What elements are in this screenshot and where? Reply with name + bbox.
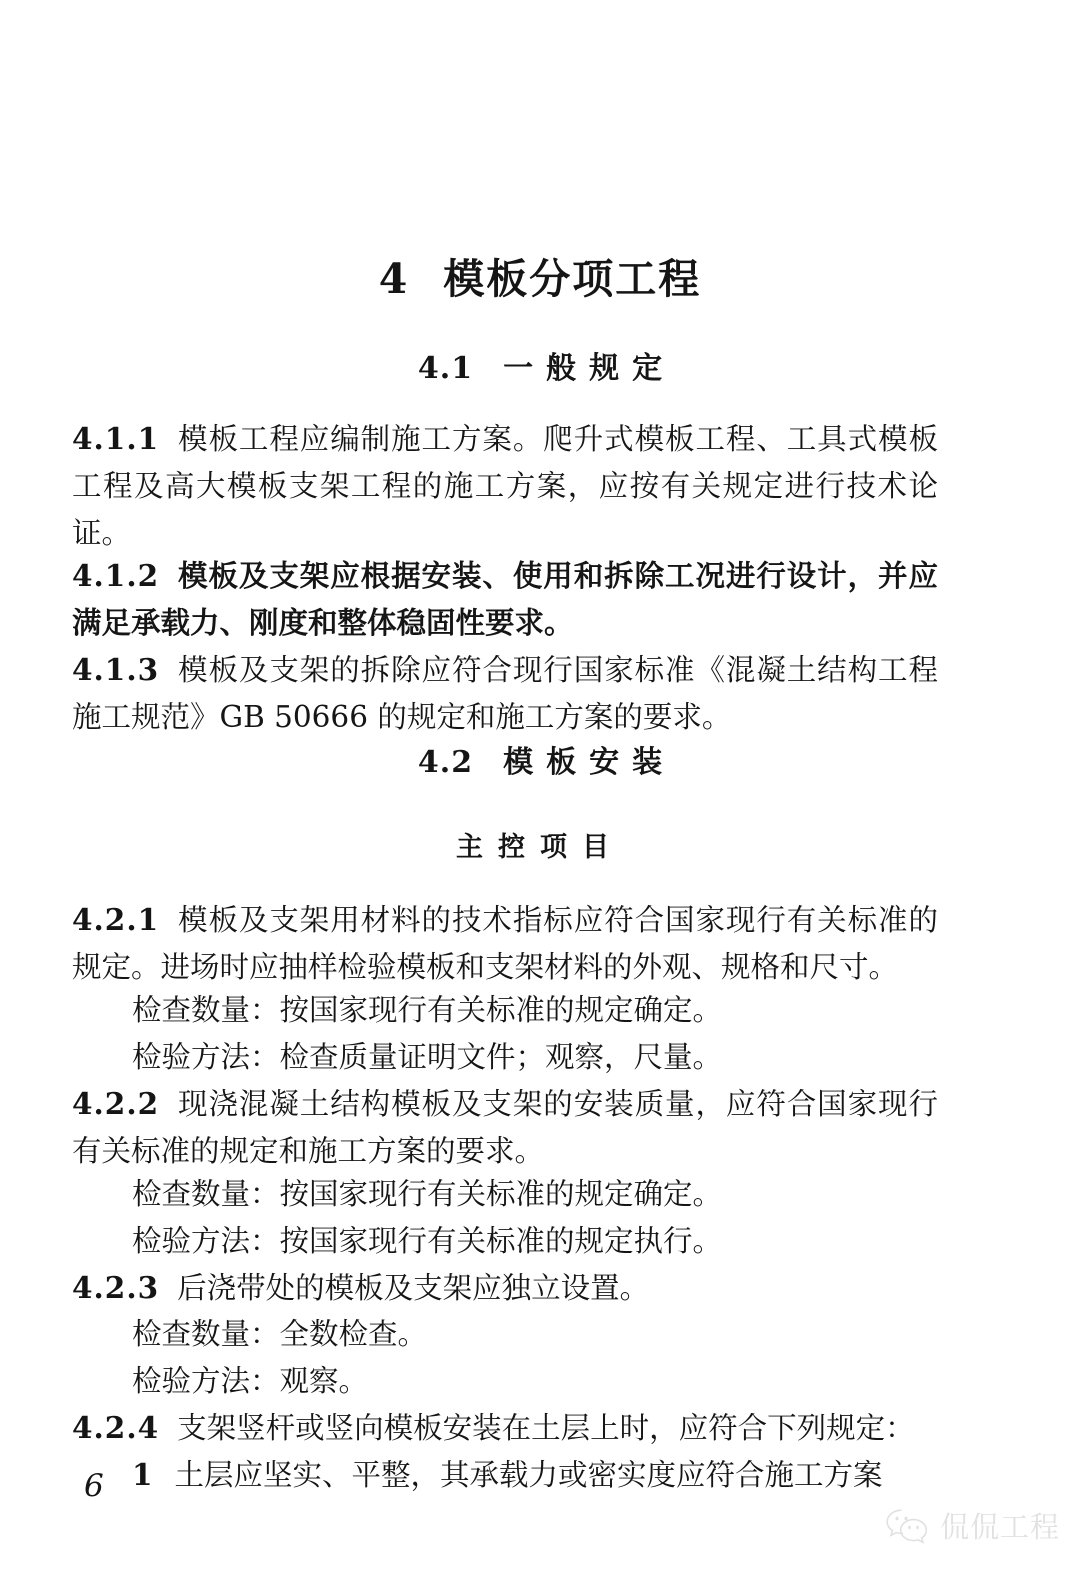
- clause-text: 模板工程应编制施工方案。爬升式模板工程、工具式模板工程及高大模板支架工程的施工方案，应按有关规定进行技术论证。: [72, 421, 938, 550]
- inspection-method-4-2-3: 检验方法：观察。: [132, 1363, 369, 1398]
- clause-4-2-2: [72, 1080, 938, 1175]
- inspection-method-4-2-2: 检验方法：按国家现行有关标准的规定执行。: [132, 1223, 723, 1258]
- clause-4-2-4: [72, 1404, 938, 1452]
- clause-4-2-3: [72, 1264, 938, 1312]
- clause-number: 4.2.4: [72, 1409, 160, 1445]
- chapter-title: [0, 255, 1080, 304]
- wechat-icon: [884, 1507, 930, 1545]
- inspection-quantity-4-2-3: 检查数量：全数检查。: [132, 1316, 428, 1351]
- clause-number: 4.2.1: [72, 901, 160, 937]
- page-number: 6: [84, 1468, 104, 1504]
- clause-text: 支架竖杆或竖向模板安装在土层上时，应符合下列规定：: [177, 1410, 915, 1445]
- section-title-text: 一般规定: [503, 350, 676, 386]
- clause-4-2-4-item-1: [72, 1451, 938, 1499]
- inspection-quantity-4-2-1: 检查数量：按国家现行有关标准的规定确定。: [132, 992, 723, 1027]
- inspection-quantity-4-2-2: 检查数量：按国家现行有关标准的规定确定。: [132, 1176, 723, 1211]
- clause-text: 后浇带处的模板及支架应独立设置。: [177, 1270, 650, 1305]
- clause-text: 现浇混凝土结构模板及支架的安装质量，应符合国家现行有关标准的规定和施工方案的要求。: [72, 1086, 938, 1168]
- clause-text: 模板及支架的拆除应符合现行国家标准《混凝土结构工程施工规范》GB 50666 的规定和施工方案的要求。: [72, 652, 938, 734]
- chapter-title-text: 模板分项工程: [443, 255, 702, 304]
- watermark-text: 侃侃工程: [939, 1510, 1060, 1544]
- section-number: 4.1: [417, 350, 474, 386]
- item-text: 土层应坚实、平整，其承载力或密实度应符合施工方案: [174, 1457, 883, 1492]
- clause-number: 4.2.3: [72, 1269, 160, 1305]
- clause-4-1-1: [72, 415, 938, 557]
- inspection-method-4-2-1: 检验方法：检查质量证明文件；观察，尺量。: [132, 1039, 723, 1074]
- section-number: 4.2: [417, 744, 474, 780]
- clause-4-1-2: [72, 552, 938, 646]
- clause-number: 4.2.2: [72, 1085, 160, 1121]
- clause-4-2-1: [72, 896, 938, 991]
- clause-text: 模板及支架应根据安装、使用和拆除工况进行设计，并应满足承载力、刚度和整体稳固性要求。: [72, 557, 938, 640]
- clause-number: 4.1.3: [72, 651, 160, 687]
- chapter-number: 4: [378, 255, 410, 304]
- item-number: 1: [132, 1456, 153, 1492]
- section-heading-4-2: [0, 745, 1080, 781]
- clause-number: 4.1.2: [72, 557, 160, 593]
- section-heading-4-1: [0, 351, 1080, 387]
- clause-4-1-3: [72, 646, 938, 741]
- clause-text: 模板及支架用材料的技术指标应符合国家现行有关标准的规定。进场时应抽样检验模板和支架材料的外观、规格和尺寸。: [72, 902, 938, 984]
- clause-number: 4.1.1: [72, 420, 160, 456]
- watermark: [884, 1505, 1060, 1546]
- section-title-text: 模板安装: [503, 744, 676, 780]
- subheading-main-control-items: 主控项目: [456, 832, 624, 863]
